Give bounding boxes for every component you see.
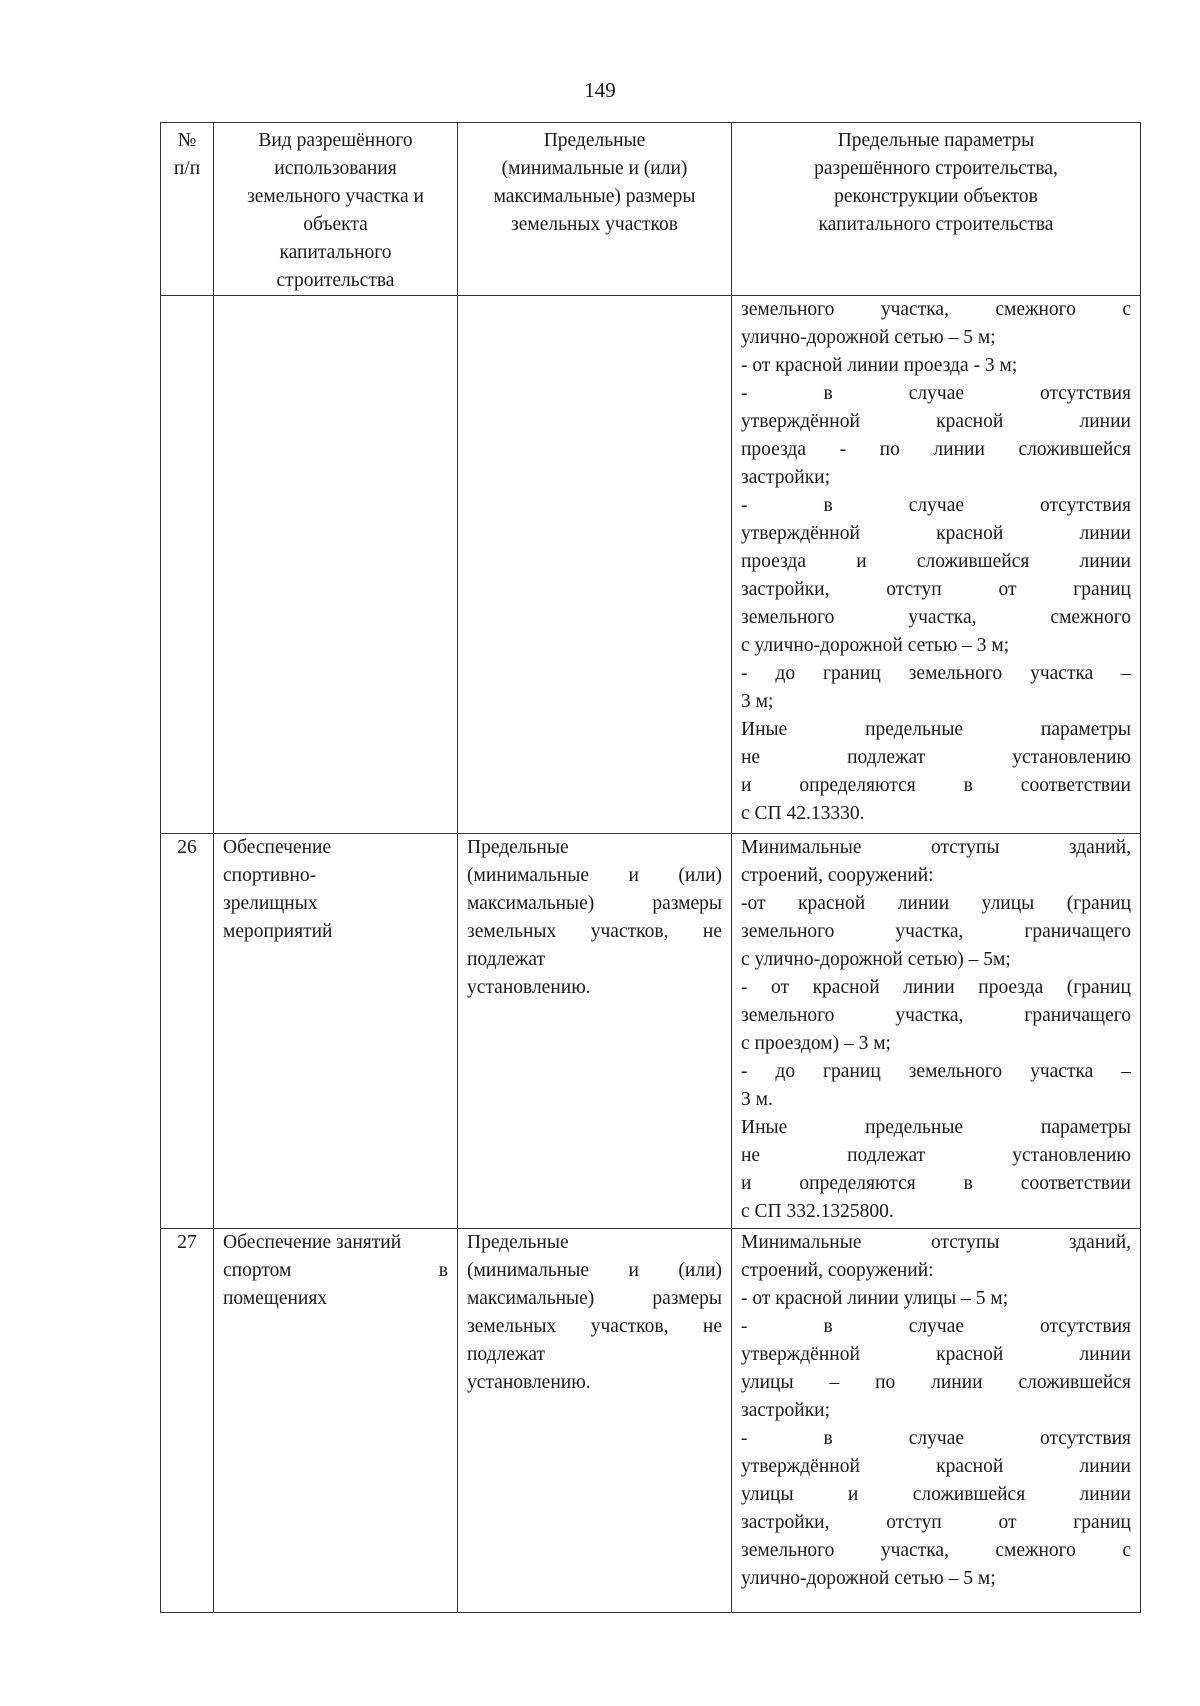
cell-text-line: мероприятий: [223, 921, 333, 942]
cell-text-line: Иные предельные параметры: [741, 1117, 1131, 1138]
regulations-table: [160, 122, 1141, 1613]
cell-text-line: установлению.: [467, 977, 591, 998]
cell-text-line: (минимальные и (или): [467, 865, 722, 886]
cell-text-line: подлежат: [467, 1344, 546, 1365]
cell-text-line: и определяются в соответствии: [741, 775, 1131, 796]
cell-text-line: - в случае отсутствия: [741, 495, 1131, 516]
cell-text-line: - от красной линии улицы – 5 м;: [741, 1288, 1009, 1309]
header-size-line: (минимальные и (или): [501, 158, 688, 179]
page-number: 149: [584, 78, 616, 102]
cell-text-line: застройки;: [741, 467, 831, 488]
header-use-line: Вид разрешённого: [258, 130, 413, 151]
header-size-line: Предельные: [543, 130, 646, 151]
cell-text-line: земельных участков, не: [467, 1316, 722, 1337]
cell-text-line: - в случае отсутствия: [741, 1316, 1131, 1337]
header-size-line: максимальные) размеры: [493, 186, 696, 207]
cell-text-line: с СП 332.1325800.: [741, 1201, 894, 1222]
cell-text-line: утверждённой красной линии: [741, 523, 1131, 544]
cell-text-line: с проездом) – 3 м;: [741, 1033, 891, 1054]
cell-text-line: улично-дорожной сетью – 5 м;: [741, 327, 996, 348]
cell-text-line: застройки;: [741, 1400, 831, 1421]
header-params-line: Предельные параметры: [837, 130, 1035, 151]
plot-size-cell: [458, 1229, 732, 1613]
permitted-use-cell: [214, 1229, 458, 1613]
cell-text-line: земельного участка, граничащего: [741, 921, 1131, 942]
cell-text-line: строений, сооружений:: [741, 865, 934, 886]
table-row-27: [161, 1229, 1141, 1613]
header-plot-sizes: [458, 123, 732, 296]
header-number: [161, 123, 214, 296]
cell-text-line: застройки, отступ от границ: [741, 579, 1131, 600]
cell-text-line: Обеспечение: [223, 837, 332, 858]
cell-text-line: Обеспечение занятий: [223, 1232, 402, 1253]
cell-text-line: утверждённой красной линии: [741, 411, 1131, 432]
cell-text-line: улицы и сложившейся линии: [741, 1484, 1131, 1505]
cell-text-line: с улично-дорожной сетью) – 5м;: [741, 949, 1011, 970]
cell-text-line: проезда и сложившейся линии: [741, 551, 1131, 572]
cell-text-line: - от красной линии проезда (границ: [741, 977, 1131, 998]
cell-text-line: с улично-дорожной сетью – 3 м;: [741, 635, 1010, 656]
cell-text-line: - до границ земельного участка –: [741, 663, 1131, 684]
cell-text-line: застройки, отступ от границ: [741, 1512, 1131, 1533]
cell-text-line: утверждённой красной линии: [741, 1456, 1131, 1477]
cell-text-line: максимальные) размеры: [467, 893, 722, 914]
cell-text-line: проезда - по линии сложившейся: [741, 439, 1131, 460]
header-permitted-use: [214, 123, 458, 296]
cell-text-line: - в случае отсутствия: [741, 383, 1131, 404]
cell-text-line: и определяются в соответствии: [741, 1173, 1131, 1194]
header-construction-params: [732, 123, 1141, 296]
cell-text-line: помещениях: [223, 1288, 328, 1309]
header-number-line: п/п: [173, 158, 201, 179]
row-number-cell: 27: [161, 1229, 214, 1613]
cell-text-line: с СП 42.13330.: [741, 803, 865, 824]
plot-size-cell: [458, 834, 732, 1229]
permitted-use-cell: [214, 834, 458, 1229]
cell-text-line: - от красной линии проезда - 3 м;: [741, 355, 1018, 376]
cell-text-line: (минимальные и (или): [467, 1260, 722, 1281]
cell-text-line: земельного участка, смежного с: [741, 299, 1131, 320]
table-header-row: [161, 123, 1141, 296]
cell-text-line: Предельные: [467, 1232, 569, 1253]
header-use-line: объекта: [303, 214, 368, 235]
header-params-line: разрешённого строительства,: [814, 158, 1058, 179]
cell-text-line: строений, сооружений:: [741, 1260, 934, 1281]
header-size-line: земельных участков: [511, 214, 678, 235]
cell-text-line: не подлежат установлению: [741, 747, 1131, 768]
cell-text-line: Минимальные отступы зданий,: [741, 837, 1131, 858]
cell-text-line: -от красной линии улицы (границ: [741, 893, 1131, 914]
cell-text-line: спортивно-: [223, 865, 317, 886]
cell-text-line: подлежат: [467, 949, 546, 970]
cell-text-line: земельных участков, не: [467, 921, 722, 942]
cell-text-line: утверждённой красной линии: [741, 1344, 1131, 1365]
cell-text-line: Предельные: [467, 837, 569, 858]
cell-text-line: 3 м.: [741, 1089, 773, 1110]
header-number-line: №: [177, 130, 197, 151]
cell-text-line: земельного участка, граничащего: [741, 1005, 1131, 1026]
header-use-line: строительства: [276, 270, 395, 291]
table-row-26: [161, 834, 1141, 1229]
cell-text-line: спортом в: [223, 1260, 448, 1281]
cell-text-line: не подлежат установлению: [741, 1145, 1131, 1166]
cell-text-line: земельного участка, смежного: [741, 607, 1131, 628]
construction-params-cell: [732, 1229, 1141, 1613]
cell-text-line: зрелищных: [223, 893, 318, 914]
plot-size-cell: [458, 296, 732, 834]
cell-text-line: - в случае отсутствия: [741, 1428, 1131, 1449]
row-number-cell: 26: [161, 834, 214, 1229]
cell-text-line: максимальные) размеры: [467, 1288, 722, 1309]
cell-text-line: - до границ земельного участка –: [741, 1061, 1131, 1082]
cell-text-line: 3 м;: [741, 691, 774, 712]
construction-params-cell: [732, 296, 1141, 834]
cell-text-line: улично-дорожной сетью – 5 м;: [741, 1568, 996, 1589]
header-params-line: реконструкции объектов: [834, 186, 1038, 207]
header-params-line: капитального строительства: [818, 214, 1054, 235]
cell-text-line: Иные предельные параметры: [741, 719, 1131, 740]
row-number-cell: [161, 296, 214, 834]
cell-text-line: Минимальные отступы зданий,: [741, 1232, 1131, 1253]
table-row-continued: [161, 296, 1141, 834]
cell-text-line: земельного участка, смежного с: [741, 1540, 1131, 1561]
cell-text-line: установлению.: [467, 1372, 591, 1393]
cell-text-line: улицы – по линии сложившейся: [741, 1372, 1131, 1393]
header-use-line: использования: [274, 158, 397, 179]
permitted-use-cell: [214, 296, 458, 834]
construction-params-cell: [732, 834, 1141, 1229]
header-use-line: земельного участка и: [247, 186, 424, 207]
header-use-line: капитального: [279, 242, 392, 263]
